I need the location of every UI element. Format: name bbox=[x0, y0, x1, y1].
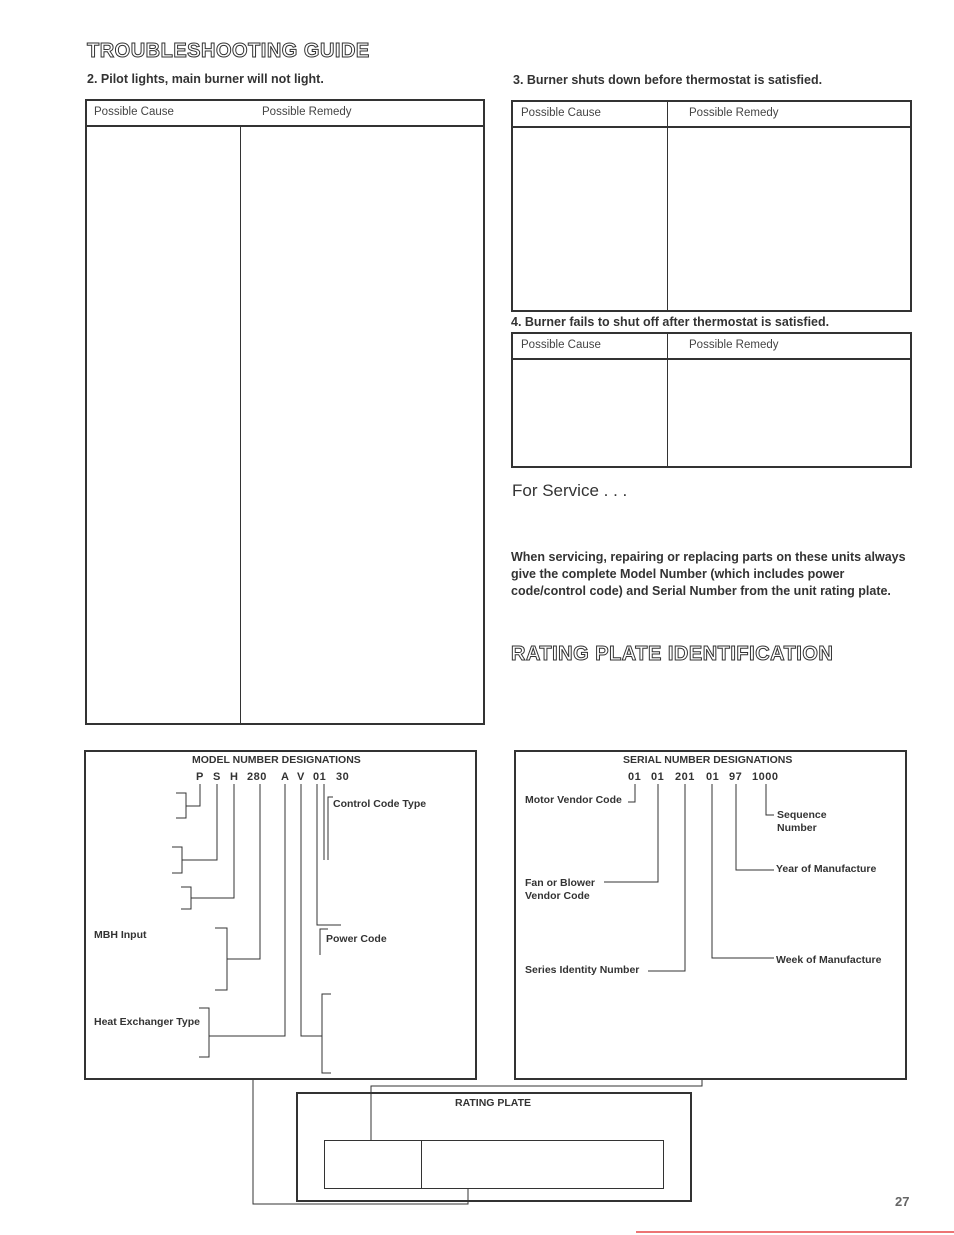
cause-header: Possible Cause bbox=[521, 107, 601, 119]
section-2-heading: 2. Pilot lights, main burner will not light. bbox=[87, 72, 324, 86]
model-code-h: H bbox=[230, 771, 239, 783]
fan-vendor-label-1: Fan or Blower bbox=[525, 877, 596, 889]
service-title: For Service . . . bbox=[512, 481, 628, 500]
serial-code-week: 01 bbox=[706, 771, 720, 783]
service-body: When servicing, repairing or replacing parts on these units always give the complete Model Number (which includes power code/control code) and Serial Number from the unit rating plate. bbox=[511, 550, 906, 598]
model-number-title: MODEL NUMBER DESIGNATIONS bbox=[192, 754, 361, 766]
model-code-a: A bbox=[281, 771, 290, 783]
model-code-p: P bbox=[196, 771, 204, 783]
motor-vendor-label: Motor Vendor Code bbox=[525, 794, 622, 806]
week-label: Week of Manufacture bbox=[776, 954, 882, 966]
rating-plate-label: RATING PLATE bbox=[455, 1097, 532, 1109]
section-3-heading: 3. Burner shuts down before thermostat is satisfied. bbox=[513, 73, 823, 87]
serial-code-motor: 01 bbox=[628, 771, 642, 783]
rating-plate-title: RATING PLATE IDENTIFICATION bbox=[511, 643, 834, 665]
heat-exchanger-label: Heat Exchanger Type bbox=[94, 1016, 201, 1028]
cause-header: Possible Cause bbox=[521, 339, 601, 351]
serial-code-year: 97 bbox=[729, 771, 743, 783]
model-code-power: 01 bbox=[313, 771, 327, 783]
model-code-v: V bbox=[297, 771, 305, 783]
serial-code-sequence: 1000 bbox=[752, 771, 779, 783]
serial-code-series: 201 bbox=[675, 771, 695, 783]
mbh-input-label: MBH Input bbox=[94, 929, 147, 941]
remedy-header: Possible Remedy bbox=[689, 107, 779, 119]
remedy-header: Possible Remedy bbox=[262, 106, 352, 118]
serial-code-fan: 01 bbox=[651, 771, 665, 783]
model-code-control: 30 bbox=[336, 771, 350, 783]
page-number: 27 bbox=[895, 1194, 910, 1209]
cause-header: Possible Cause bbox=[94, 106, 174, 118]
page-title: TROUBLESHOOTING GUIDE bbox=[87, 40, 370, 62]
remedy-header: Possible Remedy bbox=[689, 339, 779, 351]
control-code-label: Control Code Type bbox=[333, 798, 427, 810]
model-code-mbh: 280 bbox=[247, 771, 267, 783]
serial-number-title: SERIAL NUMBER DESIGNATIONS bbox=[623, 754, 793, 766]
fan-vendor-label-2: Vendor Code bbox=[525, 890, 590, 902]
sequence-label-1: Sequence bbox=[777, 809, 827, 821]
power-code-label: Power Code bbox=[326, 933, 387, 945]
sequence-label-2: Number bbox=[777, 822, 817, 834]
series-label: Series Identity Number bbox=[525, 964, 640, 976]
year-label: Year of Manufacture bbox=[776, 863, 877, 875]
model-code-s: S bbox=[213, 771, 221, 783]
section-4-heading: 4. Burner fails to shut off after thermostat is satisfied. bbox=[511, 315, 830, 329]
